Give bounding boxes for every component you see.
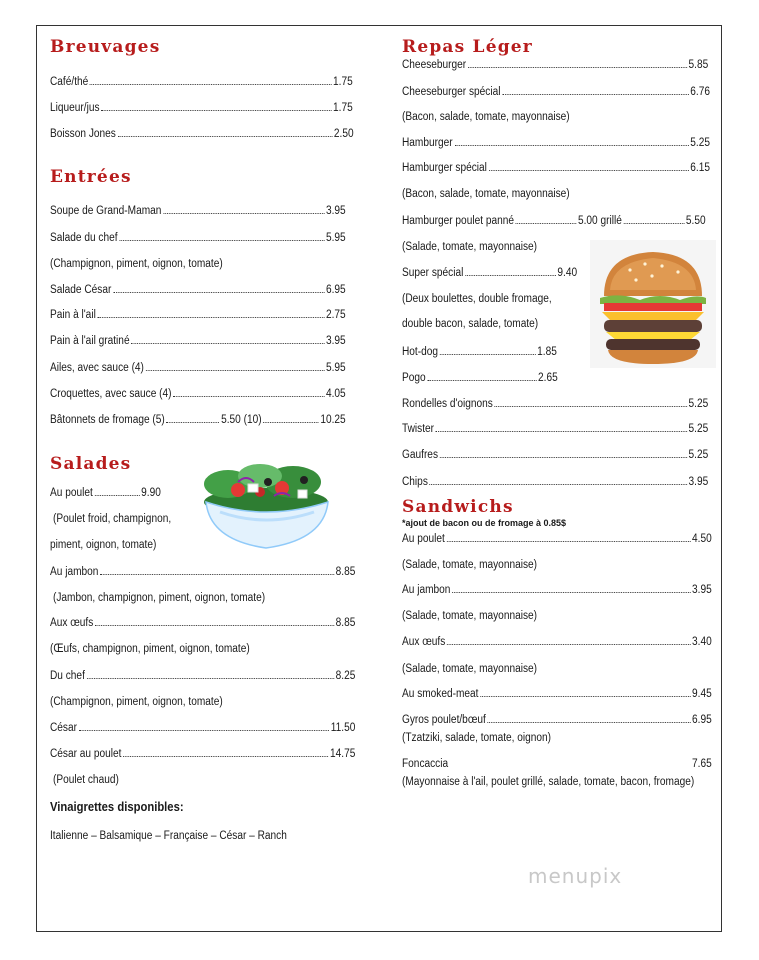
item-name: Salade César — [50, 284, 112, 296]
item-price: 3.95 — [692, 584, 712, 596]
menu-item — [402, 162, 710, 174]
leader-dots — [163, 213, 324, 214]
item-price: 6.76 — [690, 86, 710, 98]
item-description: (Deux boulettes, double fromage, — [402, 293, 552, 305]
item-name: Hamburger poulet panné — [402, 215, 514, 227]
menu-item — [50, 76, 353, 88]
item-name: César — [50, 722, 78, 734]
item-price: 6.15 — [690, 162, 710, 174]
item-qty: (10) — [243, 414, 262, 426]
item-price: 1.75 — [333, 102, 353, 114]
item-price: 5.50 — [685, 215, 706, 227]
item-price: 4.05 — [325, 388, 346, 400]
item-name: Rondelles d'oignons — [402, 398, 493, 410]
menu-item — [402, 372, 558, 384]
menu-item — [50, 284, 346, 296]
item-price: 11.50 — [330, 722, 356, 734]
leader-dots — [113, 292, 324, 293]
item-price: 4.50 — [692, 533, 712, 545]
leader-dots — [480, 696, 690, 697]
item-description: (Mayonnaise à l'ail, poulet grillé, salade, tomate, bacon, fromage) — [402, 776, 695, 788]
leader-dots — [98, 317, 325, 318]
menu-item — [50, 335, 346, 347]
menu-item — [402, 398, 708, 410]
item-price: 2.50 — [333, 128, 354, 140]
item-price: 9.40 — [557, 267, 578, 279]
item-price: 14.75 — [330, 748, 356, 760]
section-title-sandwichs: Sandwichs — [402, 497, 514, 517]
item-name: Twister — [402, 423, 435, 435]
menu-item — [50, 309, 346, 321]
leader-dots — [263, 422, 318, 423]
item-description: (Tzatziki, salade, tomate, oignon) — [402, 732, 552, 744]
item-price: 6.95 — [325, 284, 346, 296]
leader-dots — [79, 730, 329, 731]
leader-dots — [440, 457, 687, 458]
menu-item — [50, 102, 353, 114]
item-name: Cheeseburger spécial — [402, 86, 501, 98]
menu-item — [402, 449, 708, 461]
item-price: 9.45 — [692, 688, 712, 700]
menu-item — [50, 205, 346, 217]
section-title-breuvages: Breuvages — [50, 37, 161, 57]
item-name: Au poulet — [50, 487, 93, 499]
item-price: 5.85 — [688, 59, 709, 71]
leader-dots — [119, 240, 324, 241]
item-price: 1.75 — [333, 76, 353, 88]
leader-dots — [502, 94, 688, 95]
menu-item-poulet-panne — [402, 215, 706, 227]
item-description: (Salade, tomate, mayonnaise) — [402, 663, 538, 675]
item-description: (Bacon, salade, tomate, mayonnaise) — [402, 188, 570, 200]
item-price: 5.25 — [688, 423, 709, 435]
menu-item-batonnets — [50, 414, 346, 426]
leader-dots — [447, 541, 691, 542]
item-price: 1.85 — [537, 346, 557, 358]
section-title-repas-leger: Repas Léger — [402, 37, 533, 57]
salad-bowl-icon — [198, 462, 336, 554]
leader-dots — [101, 110, 331, 111]
item-variant: grillé — [600, 215, 622, 227]
vinaigrettes-list: Italienne – Balsamique – Française – César – Ranch — [50, 830, 287, 842]
item-name: Pogo — [402, 372, 426, 384]
watermark: menupix — [528, 864, 623, 888]
item-price: 3.95 — [688, 476, 709, 488]
item-name: Pain à l'ail — [50, 309, 96, 321]
item-name: Hot-dog — [402, 346, 439, 358]
item-name: Foncaccia — [402, 758, 449, 770]
menu-item — [402, 423, 708, 435]
item-price: 5.95 — [325, 362, 346, 374]
menu-item — [402, 346, 557, 358]
item-description: (Poulet chaud) — [53, 774, 119, 786]
leader-dots — [516, 223, 577, 224]
menu-item — [50, 232, 346, 244]
item-name: Au smoked-meat — [402, 688, 479, 700]
item-price: 10.25 — [320, 414, 346, 426]
burger-icon — [590, 240, 716, 368]
leader-dots — [87, 678, 334, 679]
leader-dots — [90, 84, 331, 85]
item-name: Super spécial — [402, 267, 464, 279]
leader-dots — [167, 422, 220, 423]
item-name: Gyros poulet/bœuf — [402, 714, 486, 726]
item-price: 3.95 — [325, 205, 346, 217]
item-name: Liqueur/jus — [50, 102, 100, 114]
item-name: Du chef — [50, 670, 85, 682]
menu-item — [50, 566, 355, 578]
leader-dots — [489, 170, 689, 171]
item-name: Bâtonnets de fromage (5) — [50, 414, 165, 426]
item-name: Salade du chef — [50, 232, 118, 244]
item-price: 8.85 — [335, 566, 356, 578]
item-description: piment, oignon, tomate) — [50, 539, 157, 551]
leader-dots — [440, 354, 536, 355]
leader-dots — [488, 722, 691, 723]
item-name: Chips — [402, 476, 428, 488]
menu-item — [402, 476, 708, 488]
leader-dots — [131, 343, 324, 344]
item-name: Au jambon — [50, 566, 99, 578]
leader-dots — [447, 644, 690, 645]
item-name: Boisson Jones — [50, 128, 116, 140]
item-name: Soupe de Grand-Maman — [50, 205, 162, 217]
item-name: Cheeseburger — [402, 59, 467, 71]
leader-dots — [95, 495, 140, 496]
item-description: (Œufs, champignon, piment, oignon, tomate) — [50, 643, 250, 655]
item-name: Aux œufs — [402, 636, 446, 648]
item-price: 5.95 — [325, 232, 346, 244]
leader-dots — [430, 484, 687, 485]
menu-item — [402, 758, 712, 770]
item-price: 8.25 — [335, 670, 356, 682]
leader-dots — [436, 431, 687, 432]
item-price: 9.90 — [141, 487, 161, 499]
item-price: 5.00 — [577, 215, 598, 227]
leader-dots — [452, 592, 690, 593]
leader-dots — [100, 574, 334, 575]
menu-item — [402, 714, 712, 726]
leader-dots — [468, 67, 687, 68]
item-description: (Jambon, champignon, piment, oignon, tomate) — [53, 592, 266, 604]
item-price: 7.65 — [692, 758, 712, 770]
menu-item — [50, 487, 161, 499]
menu-item — [402, 137, 710, 149]
item-price: 5.25 — [690, 137, 710, 149]
leader-dots — [118, 136, 333, 137]
item-price: 2.75 — [325, 309, 346, 321]
menu-item — [402, 267, 577, 279]
item-description: (Champignon, piment, oignon, tomate) — [50, 258, 223, 270]
item-name: Hamburger spécial — [402, 162, 487, 174]
leader-dots — [454, 145, 688, 146]
leader-dots — [123, 756, 328, 757]
item-name: Hamburger — [402, 137, 453, 149]
leader-dots — [95, 625, 334, 626]
menu-item — [402, 584, 712, 596]
item-description: (Bacon, salade, tomate, mayonnaise) — [402, 111, 570, 123]
item-name: Gaufres — [402, 449, 439, 461]
menu-item — [50, 670, 355, 682]
section-title-salades: Salades — [50, 454, 132, 474]
item-name: Aux œufs — [50, 617, 94, 629]
item-price: 3.40 — [692, 636, 712, 648]
item-description: (Poulet froid, champignon, — [53, 513, 172, 525]
menu-item — [402, 59, 708, 71]
menu-item — [50, 722, 355, 734]
leader-dots — [465, 275, 556, 276]
item-price: 8.85 — [335, 617, 356, 629]
leader-dots — [495, 406, 687, 407]
section-title-entrees: Entrées — [50, 167, 132, 187]
item-name: Au poulet — [402, 533, 445, 545]
vinaigrettes-label: Vinaigrettes disponibles: — [50, 800, 184, 814]
menu-item — [402, 688, 712, 700]
item-name: Croquettes, avec sauce (4) — [50, 388, 172, 400]
item-description: (Salade, tomate, mayonnaise) — [402, 559, 538, 571]
menu-item — [402, 636, 712, 648]
leader-dots — [624, 223, 685, 224]
item-description: (Champignon, piment, oignon, tomate) — [50, 696, 223, 708]
leader-dots — [146, 370, 325, 371]
menu-item — [50, 617, 355, 629]
item-price: 3.95 — [325, 335, 346, 347]
menu-item — [50, 388, 346, 400]
item-name: Ailes, avec sauce (4) — [50, 362, 144, 374]
item-price: 5.50 — [221, 414, 241, 426]
item-description: (Salade, tomate, mayonnaise) — [402, 610, 538, 622]
menu-item — [402, 86, 710, 98]
item-description: double bacon, salade, tomate) — [402, 318, 539, 330]
item-price: 5.25 — [688, 398, 709, 410]
item-name: Au jambon — [402, 584, 451, 596]
item-price: 2.65 — [538, 372, 558, 384]
item-name: Pain à l'ail gratiné — [50, 335, 130, 347]
leader-dots — [427, 380, 536, 381]
menu-item — [50, 128, 354, 140]
item-price: 6.95 — [692, 714, 712, 726]
item-description: (Salade, tomate, mayonnaise) — [402, 241, 538, 253]
menu-item — [402, 533, 712, 545]
leader-dots — [173, 396, 324, 397]
menu-item — [50, 362, 346, 374]
item-price: 5.25 — [688, 449, 709, 461]
item-name: Café/thé — [50, 76, 89, 88]
sandwichs-addon-note: *ajout de bacon ou de fromage à 0.85$ — [402, 518, 567, 528]
item-name: César au poulet — [50, 748, 122, 760]
menu-item — [50, 748, 355, 760]
